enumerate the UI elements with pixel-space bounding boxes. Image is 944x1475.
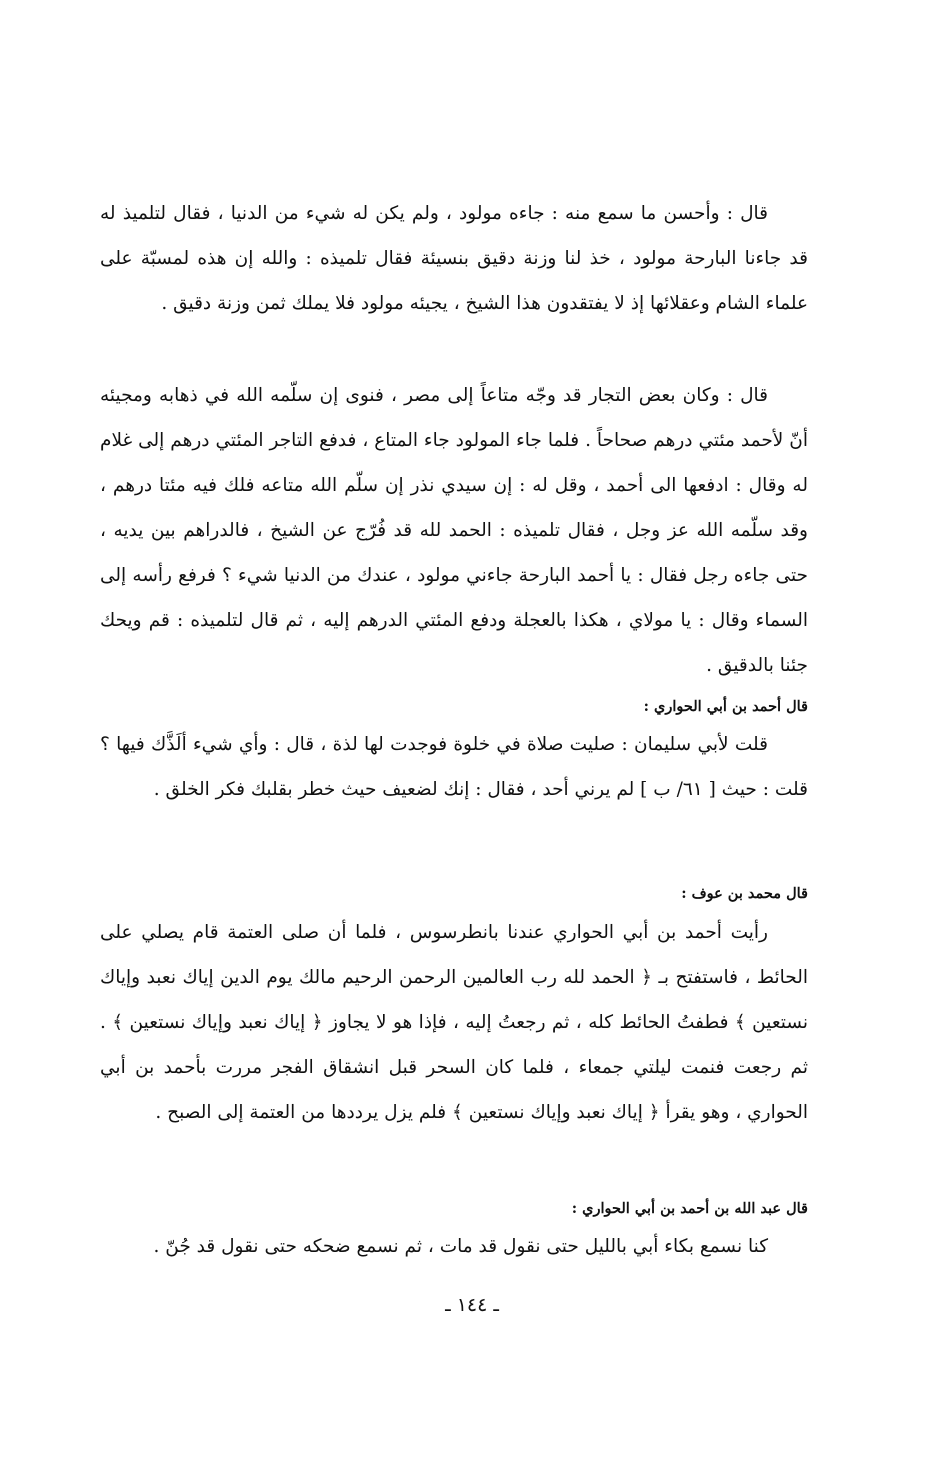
paragraph-night-prayer: رأيت أحمد بن أبي الحواري عندنا بانطرسوس ، فلما أن صلى العتمة قام يصلي على الحائط ، فاستفتح بـ ﴿ الحمد لله رب العالمين الرحمن الرحيم مالك يوم الدين إياك نعبد وإياك نستعين ﴾ فطفتُ الحائط كله ، ثم رجعتُ إليه ، فإذا هو لا يجاوز ﴿ إياك نعبد وإياك نستعين ﴾ . ثم رجعت فنمت ليلتي جمعاء ، فلما كان السحر قبل انشقاق الفجر مررت بأحمد بن أبي الحواري ، وهو يقرأ ﴿ إياك نعبد وإياك نستعين ﴾ فلم يزل يرددها من العتمة إلى الصبح .	[100, 922, 808, 1123]
page-number: ـ ١٤٤ ـ	[445, 1294, 499, 1316]
heading-ahmad-ibn-abi-alhawari: قال أحمد بن أبي الحواري :	[643, 698, 808, 715]
heading-muhammad-ibn-awf: قال محمد بن عوف :	[681, 885, 808, 902]
paragraph-merchant-story: قال : وكان بعض التجار قد وجّه متاعاً إلى مصر ، فنوى إن سلّمه الله في ذهابه ومجيئه أنّ لأحمد مئتي درهم صحاحاً . فلما جاء المولود جاء المتاع ، فدفع التاجر المئتي درهم إلى غلام له وقال : ادفعها الى أحمد ، وقل له : إن سيدي نذر إن سلّم الله متاعه فلك فيه مئتا درهم ، وقد سلّمه الله عز وجل ، فقال تلميذه : الحمد لله قد فُرّج عن الشيخ ، فالدراهم بين يديه ، حتى جاءه رجل فقال : يا أحمد البارحة جاءني مولود ، عندك من الدنيا شيء ؟ فرفع رأسه إلى السماء وقال : يا مولاي ، هكذا بالعجلة ودفع المئتي الدرهم إليه ، ثم قال لتلميذه : قم ويحك جئنا بالدقيق .	[100, 385, 808, 676]
heading-abdullah-ibn-ahmad: قال عبد الله بن أحمد بن أبي الحواري :	[571, 1200, 808, 1217]
paragraph-prayer-in-seclusion: قلت لأبي سليمان : صليت صلاة في خلوة فوجدت لها لذة ، قال : وأي شيء ألَذَّك فيها ؟ قلت : حيث [ ٦١/ ب ] لم يرني أحد ، فقال : إنك لضعيف حيث خطر بقلبك فكر الخلق .	[100, 734, 808, 800]
paragraph-weeping-and-laughing: كنا نسمع بكاء أبي بالليل حتى نقول قد مات ، ثم نسمع ضحكه حتى نقول قد جُنّ .	[153, 1236, 768, 1257]
paragraph-newborn-story: قال : وأحسن ما سمع منه : جاءه مولود ، ولم يكن له شيء من الدنيا ، فقال لتلميذ له قد جاءنا البارحة مولود ، خذ لنا وزنة دقيق بنسيئة فقال تلميذه : والله إن هذه لمسبّة على علماء الشام وعقلائها إذ لا يفتقدون هذا الشيخ ، يجيئه مولود فلا يملك ثمن وزنة دقيق .	[100, 203, 808, 314]
